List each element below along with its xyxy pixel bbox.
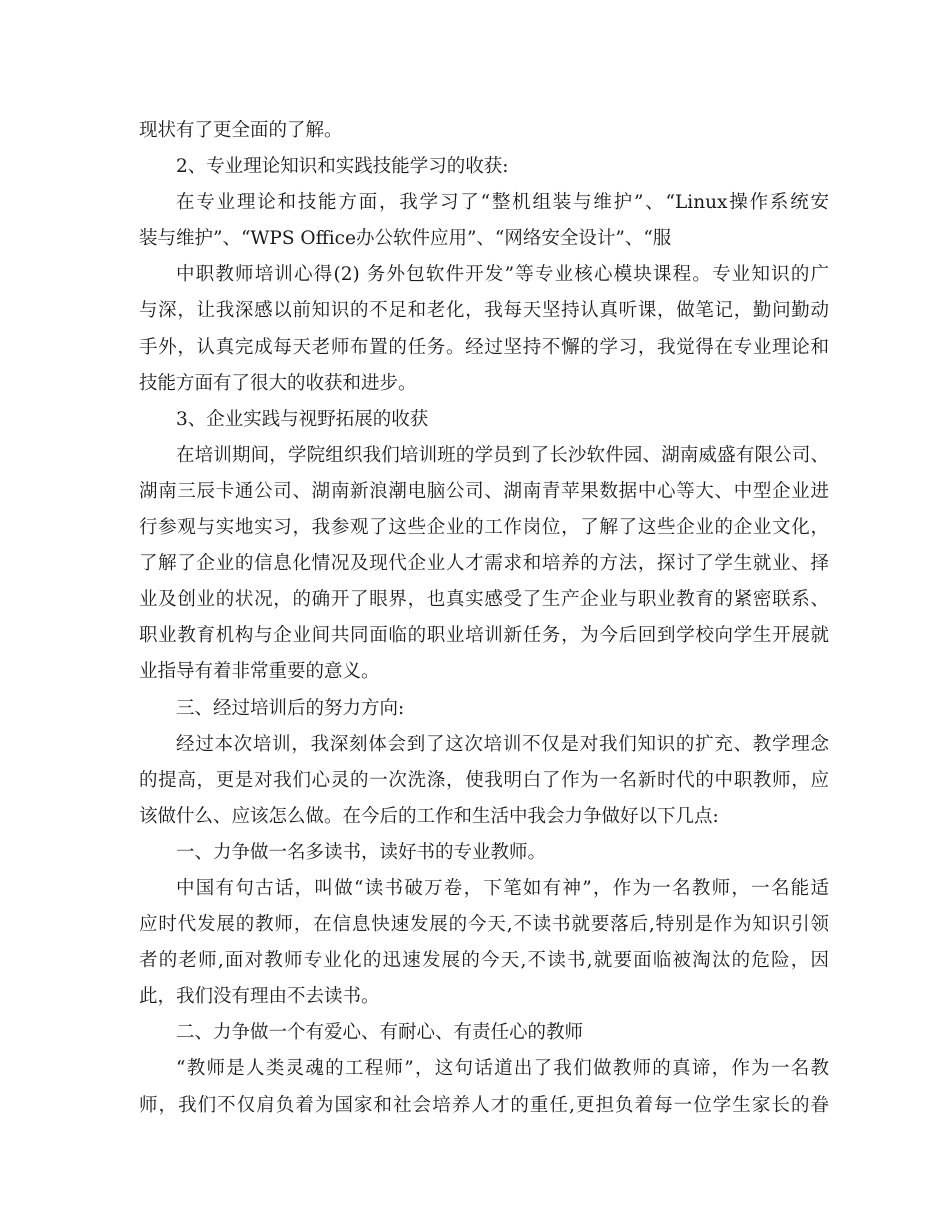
text-line: 一、力争做一名多读书，读好书的专业教师。: [176, 841, 547, 863]
text-line: 中职教师培训心得(2) 务外包软件开发”等专业核心模块课程。专业知识的广: [176, 264, 829, 286]
text-line: 的提高，更是对我们心灵的一次洗涤，使我明白了作为一名新时代的中职教师，应: [139, 769, 829, 791]
text-line: “教师是人类灵魂的工程师”，这句话道出了我们做教师的真谛，作为一名教: [176, 1058, 829, 1080]
text-line: 三、经过培训后的努力方向:: [176, 697, 405, 719]
text-line: 职业教育机构与企业间共同面临的职业培训新任务，为今后回到学校向学生开展就: [139, 625, 829, 647]
text-line: 与深，让我深感以前知识的不足和老化，我每天坚持认真听课，做笔记，勤问勤动: [139, 300, 829, 322]
text-line: 经过本次培训，我深刻体会到了这次培训不仅是对我们知识的扩充、教学理念: [176, 733, 829, 755]
text-line: 中国有句古话，叫做“读书破万卷，下笔如有神”，作为一名教师，一名能适: [176, 877, 829, 899]
text-line: 此，我们没有理由不去读书。: [139, 986, 380, 1008]
text-line: 在专业理论和技能方面，我学习了“整机组装与维护”、“Linux操作系统安: [176, 192, 829, 214]
text-line: 行参观与实地实习，我参观了这些企业的工作岗位，了解了这些企业的企业文化，: [139, 517, 829, 539]
text-line: 师，我们不仅肩负着为国家和社会培养人才的重任,更担负着每一位学生家长的眷: [139, 1094, 829, 1116]
text-line: 二、力争做一个有爱心、有耐心、有责任心的教师: [176, 1022, 584, 1044]
text-line: 该做什么、应该怎么做。在今后的工作和生活中我会力争做好以下几点:: [139, 805, 719, 827]
text-line: 装与维护”、“WPS Office办公软件应用”、“网络安全设计”、“服: [139, 228, 672, 250]
text-line: 在培训期间，学院组织我们培训班的学员到了长沙软件园、湖南威盛有限公司、: [176, 444, 829, 466]
text-line: 手外，认真完成每天老师布置的任务。经过坚持不懈的学习，我觉得在专业理论和: [139, 336, 829, 358]
text-line: 3、企业实践与视野拓展的收获: [176, 408, 429, 430]
body-text: [139, 113, 829, 1124]
text-line: 2、专业理论知识和实践技能学习的收获:: [176, 156, 509, 178]
text-line: 者的老师,面对教师专业化的迅速发展的今天,不读书,就要面临被淘汰的危险，因: [139, 950, 829, 972]
text-line: 技能方面有了很大的收获和进步。: [139, 372, 417, 394]
text-line: 了解了企业的信息化情况及现代企业人才需求和培养的方法，探讨了学生就业、择: [139, 553, 829, 575]
text-line: 现状有了更全面的了解。: [139, 120, 343, 141]
text-line: 业及创业的状况，的确开了眼界，也真实感受了生产企业与职业教育的紧密联系、: [139, 589, 829, 611]
text-line: 湖南三辰卡通公司、湖南新浪潮电脑公司、湖南青苹果数据中心等大、中型企业进: [139, 480, 829, 502]
text-line: 业指导有着非常重要的意义。: [139, 661, 380, 683]
text-line: 应时代发展的教师，在信息快速发展的今天,不读书就要落后,特别是作为知识引领: [139, 914, 829, 936]
